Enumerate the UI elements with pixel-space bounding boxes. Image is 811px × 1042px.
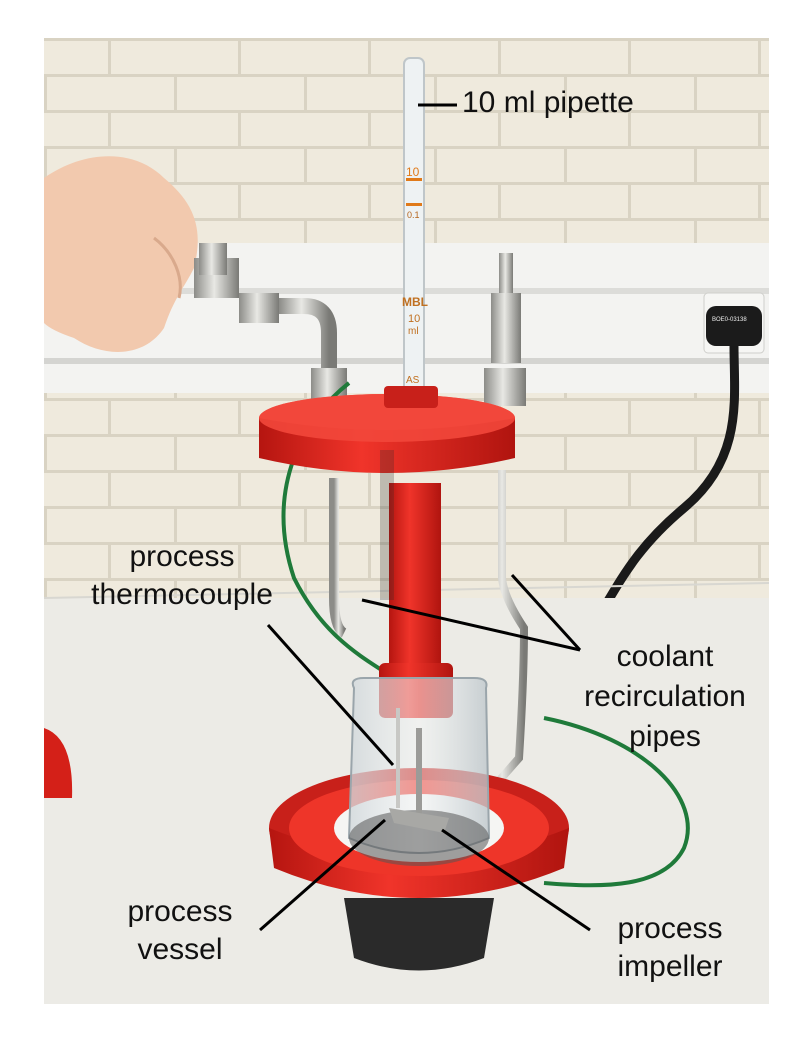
- pipette-mark-0.1: 0.1: [407, 210, 420, 220]
- label-coolant-line2: recirculation: [584, 680, 746, 713]
- label-process-vessel-line1: process: [127, 895, 233, 928]
- label-process-thermocouple-line1: process: [129, 540, 235, 573]
- pipette-brand: MBL: [402, 295, 428, 309]
- label-process-impeller-line2: impeller: [617, 950, 723, 983]
- plug-label: BOE0-03138: [712, 317, 747, 323]
- pipette-unit: ml: [408, 326, 419, 337]
- red-column: [389, 483, 441, 693]
- label-process-thermocouple-line2: thermocouple: [91, 578, 273, 611]
- pipette-class: AS: [406, 375, 420, 386]
- pipette-port-nut: [384, 386, 438, 408]
- apparatus-photo: [44, 38, 769, 1004]
- plug: [706, 306, 762, 346]
- pipette-volume: 10: [408, 313, 421, 325]
- pipette-mark-10: 10: [406, 165, 420, 179]
- pipette: [404, 58, 424, 398]
- label-process-impeller-line1: process: [617, 912, 723, 945]
- coolant-fitting: [491, 293, 521, 363]
- label-coolant-line3: pipes: [629, 720, 701, 753]
- label-coolant-line1: coolant: [616, 640, 714, 673]
- label-process-vessel-line2: vessel: [137, 933, 223, 966]
- label-10ml-pipette: 10 ml pipette: [462, 86, 634, 119]
